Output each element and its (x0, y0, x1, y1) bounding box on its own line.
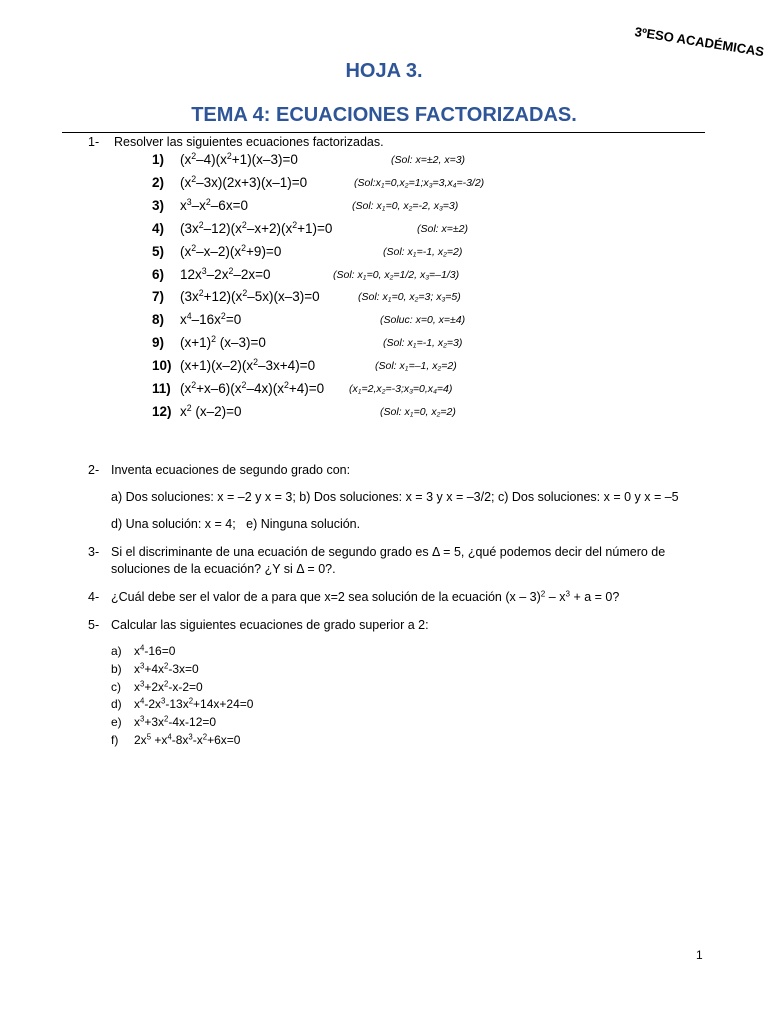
q5-item-equation: $2x^5 +x^4-8x^3-x^2+6x=0$ (134, 732, 241, 747)
equation-text: $(x+1)(x-2)(x^2-3x+4)=0$ (180, 357, 316, 374)
equation-solution: (Sol: x=±2, x=3) (391, 154, 466, 166)
q4-text: ¿Cuál debe ser el valor de a para que x=2 sea solución de la ecuación $(x - 3)^2 - x^3 + a = 0$? (111, 589, 620, 604)
equation-solution: (Sol: $x_1=0$, $x_2=1/2$, $x_3=-1/3$) (333, 268, 460, 281)
q2-text: Inventa ecuaciones de segundo grado con: (111, 463, 351, 477)
equation-solution: (Sol: $x_1=-1$, $x_2=2$) (375, 360, 457, 373)
q5-item-label: b) (111, 661, 122, 676)
equation-row (0, 404, 768, 427)
equation-number: 7) (152, 289, 165, 305)
q5-list-item (111, 643, 175, 661)
q2-options-abc: a) Dos soluciones: x = –2 y x = 3; b) Dos soluciones: x = 3 y x = –3/2; c) Dos soluciones: x = 0 y x = –5 (111, 490, 679, 504)
equation-row (0, 175, 768, 198)
equation-text: $(x+1)^2$ (x–3)=0 (180, 334, 266, 351)
equation-row (0, 335, 768, 358)
equation-number: 6) (152, 266, 165, 282)
equation-solution: (Sol: $x_1=0$, $x_2=2$) (380, 405, 456, 419)
q2-options-de: d) Una solución: x = 4; e) Ninguna solución. (111, 517, 361, 531)
equation-text: $12x^3-2x^2-2x=0$ (180, 265, 271, 282)
equation-row (0, 244, 768, 267)
equation-solution: $(x_1=2,x_2=-3;x_3=0,x_4=4)$ (349, 383, 453, 396)
q5-item-label: e) (111, 715, 122, 730)
equation-number: 12) (152, 403, 172, 419)
equation-text: $(x^2-x-2)(x^2+9)=0$ (180, 242, 282, 259)
equation-text: $(x^2-4)(x^2+1)(x-3)=0$ (180, 151, 298, 167)
q5-list-item (111, 661, 199, 679)
equation-number: 10) (152, 358, 172, 374)
equation-number: 4) (152, 220, 165, 236)
equation-row (0, 289, 768, 312)
q5-item-equation: $x^4-16=0$ (134, 643, 176, 658)
q5-list-item (111, 732, 240, 750)
q5-list-item (111, 679, 203, 697)
page-number: 1 (696, 948, 703, 962)
equation-row (0, 358, 768, 381)
equation-row (0, 312, 768, 335)
equation-text: $(3x^2+12)(x^2-5x)(x-3)=0$ (180, 288, 320, 305)
q5-list-item (111, 714, 216, 732)
q5-item-label: a) (111, 644, 122, 658)
q1-number: 1- (88, 135, 100, 149)
equation-row (0, 198, 768, 221)
page-subtitle: TEMA 4: ECUACIONES FACTORIZADAS. (191, 104, 577, 126)
q3-text-line1: Si el discriminante de una ecuación de segundo grado es Δ = 5, ¿qué podemos decir del número de (111, 545, 666, 559)
equation-text: $(x^2-3x)(2x+3)(x-1)=0$ (180, 174, 308, 190)
equation-solution: (Soluc: x=0, x=±4) (380, 314, 466, 327)
equation-solution: (Sol: x=±2) (417, 222, 468, 235)
equation-row (0, 381, 768, 404)
equation-text: $x^4-16x^2=0$ (180, 311, 242, 328)
equation-row (0, 267, 768, 290)
equation-number: 2) (152, 174, 165, 190)
equation-text: $x^3-x^2-6x=0$ (180, 196, 248, 213)
equation-number: 5) (152, 243, 165, 259)
equation-row (0, 152, 768, 175)
q5-item-label: f) (111, 733, 119, 747)
equation-solution: (Sol: $x_1=-1$, $x_2=2$) (383, 245, 463, 258)
title-divider (62, 132, 705, 133)
equation-solution: (Sol: $x_1=0$, $x_2=-2$, $x_3=3$) (352, 199, 459, 213)
q3-text-line2: soluciones de la ecuación? ¿Y si Δ = 0?. (111, 562, 336, 576)
q5-item-equation: $x^4-2x^3-13x^2+14x+24=0$ (134, 697, 254, 712)
q5-item-label: c) (111, 679, 121, 694)
equation-row (0, 221, 768, 244)
q3-number: 3- (88, 545, 100, 559)
q5-item-label: d) (111, 697, 122, 712)
q2-number: 2- (88, 463, 100, 477)
q5-list-item (111, 696, 253, 714)
equation-number: 11) (152, 381, 171, 396)
q1-text: Resolver las siguientes ecuaciones factorizadas. (114, 135, 384, 149)
q5-item-equation: $x^3+4x^2-3x=0$ (134, 661, 199, 676)
equation-solution: (Sol: $x_1=-1$, $x_2=3$) (383, 337, 463, 350)
equation-number: 8) (152, 312, 165, 328)
q4-number: 4- (88, 590, 100, 604)
q5-number: 5- (88, 618, 100, 632)
equation-solution: (Sol: $x_1=0$, $x_2=3$; $x_3=5$) (358, 291, 461, 304)
q5-item-equation: $x^3+3x^2-4x-12=0$ (134, 714, 217, 730)
equation-text: $(x^2+x-6)(x^2-4x)(x^2+4)=0$ (180, 380, 325, 396)
q5-text: Calcular las siguientes ecuaciones de grado superior a 2: (111, 618, 429, 632)
equation-number: 3) (152, 197, 165, 213)
equation-text: $x^2$ (x–2)=0 (180, 403, 242, 419)
equation-number: 9) (152, 335, 165, 351)
equation-solution: $(Sol:x_1=0,x_2=1;x_3=3,x_4=-3/2)$ (354, 176, 485, 190)
equation-text: $(3x^2-12)(x^2-x+2)(x^2+1)=0$ (180, 219, 333, 236)
equation-number: 1) (152, 152, 165, 167)
page-title: HOJA 3. (345, 60, 423, 82)
q5-item-equation: $x^3+2x^2-x-2=0$ (134, 679, 203, 694)
course-label: 3ºESO ACADÉMICAS (633, 24, 766, 60)
